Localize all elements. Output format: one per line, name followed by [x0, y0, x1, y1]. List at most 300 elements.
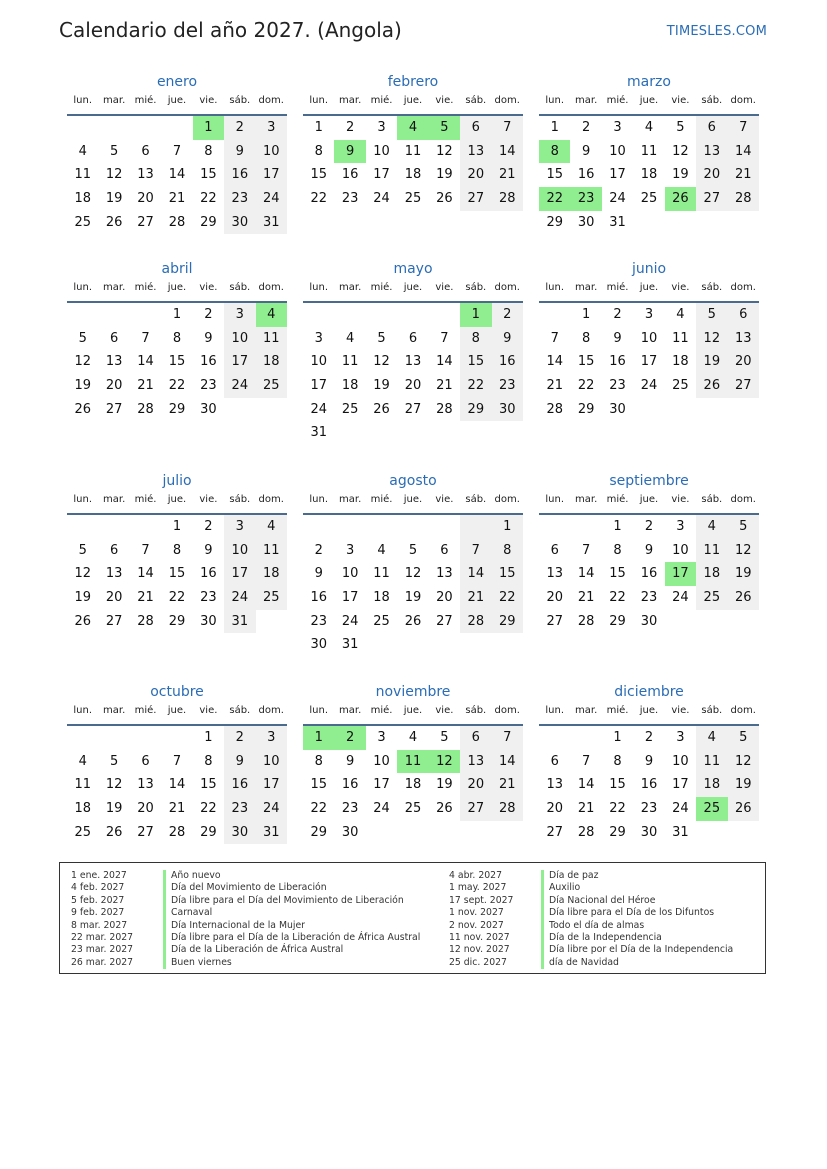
day-cell: 14	[168, 167, 186, 183]
weekday-label: mié.	[370, 705, 393, 716]
day-cell: 19	[105, 801, 123, 817]
day-cell: 9	[492, 327, 523, 351]
day-cell: 27	[460, 797, 491, 821]
day-cell: 1	[613, 730, 622, 745]
day-cell: 22	[310, 191, 327, 207]
weekday-label: jue.	[639, 95, 659, 106]
day-cell: 30	[200, 613, 217, 629]
day-cell: 2	[224, 726, 255, 750]
day-cell: 7	[728, 116, 759, 140]
weekday-label: vie.	[199, 494, 218, 505]
holiday-name: Día libre para el Día de los Difuntos	[541, 907, 714, 919]
weekday-label: mié.	[370, 494, 393, 505]
weekday-label: mié.	[606, 494, 629, 505]
weekday-label: dom.	[494, 705, 520, 716]
holiday-row	[449, 870, 733, 882]
day-cell: 1	[581, 307, 591, 322]
day-cell: 28	[168, 824, 186, 840]
day-cell: 1	[204, 730, 213, 745]
day-cell: 17	[373, 777, 390, 793]
day-cell: 16	[640, 566, 658, 582]
day-cell: 16	[640, 777, 658, 793]
day-cell: 29	[492, 610, 523, 634]
day-cell: 17	[256, 773, 287, 797]
month-octubre	[67, 681, 287, 844]
holiday-day: 23	[570, 187, 601, 211]
weekday-label: dom.	[730, 494, 756, 505]
weekday-header	[67, 703, 287, 726]
month-diciembre	[539, 681, 759, 844]
weekday-label: jue.	[639, 705, 659, 716]
day-cell: 29	[200, 824, 217, 840]
weekday-label: mié.	[134, 494, 157, 505]
day-cell: 24	[640, 378, 658, 394]
day-cell: 12	[672, 143, 689, 159]
day-cell: 5	[440, 730, 449, 745]
day-cell: 7	[550, 330, 559, 346]
weekday-label: dom.	[494, 95, 520, 106]
day-cell: 30	[310, 637, 327, 653]
day-cell: 7	[581, 753, 591, 769]
weekday-label: mar.	[339, 95, 362, 106]
day-cell: 23	[609, 378, 626, 394]
day-cell: 10	[373, 753, 390, 769]
day-cell: 25	[640, 191, 658, 207]
empty-cell	[161, 116, 192, 140]
day-cell: 8	[172, 542, 182, 558]
weekday-label: mar.	[339, 282, 362, 293]
day-cell: 20	[460, 773, 491, 797]
day-cell: 26	[436, 191, 453, 207]
day-cell: 19	[105, 191, 123, 207]
weekday-label: dom.	[258, 282, 284, 293]
weekday-label: jue.	[403, 282, 423, 293]
holiday-name: Buen viernes	[163, 957, 232, 969]
holiday-date: 8 mar. 2027	[71, 919, 128, 931]
holiday-name: Día libre por el Día de la Independencia	[541, 944, 733, 956]
month-name: junio	[631, 261, 667, 277]
holiday-date: 22 mar. 2027	[71, 931, 134, 943]
day-cell: 10	[224, 327, 255, 351]
month-name: julio	[162, 473, 192, 489]
day-cell: 23	[492, 374, 523, 398]
day-cell: 25	[256, 586, 287, 610]
day-cell: 23	[341, 801, 359, 817]
day-cell: 2	[224, 116, 255, 140]
weekday-label: jue.	[167, 705, 187, 716]
day-cell: 26	[696, 374, 727, 398]
month-marzo	[539, 71, 759, 234]
day-cell: 24	[373, 801, 390, 817]
day-cell: 29	[609, 613, 626, 629]
day-cell: 21	[168, 191, 186, 207]
day-cell: 11	[672, 330, 689, 346]
day-cell: 24	[224, 586, 255, 610]
day-cell: 9	[204, 542, 213, 558]
weekday-label: mar.	[103, 494, 126, 505]
day-cell: 24	[256, 187, 287, 211]
day-cell: 3	[676, 519, 685, 534]
day-cell: 16	[224, 773, 255, 797]
holiday-name: Todo el día de almas	[541, 920, 644, 932]
weekday-label: vie.	[199, 705, 218, 716]
weekday-label: sáb.	[465, 282, 487, 293]
day-cell: 17	[224, 350, 255, 374]
day-cell: 14	[492, 750, 523, 774]
month-name: noviembre	[375, 684, 451, 700]
holiday-row	[449, 932, 733, 944]
weekday-label: sáb.	[229, 282, 251, 293]
day-cell: 17	[640, 354, 658, 370]
day-cell: 24	[310, 401, 327, 417]
day-cell: 28	[137, 613, 154, 629]
day-cell: 22	[200, 801, 217, 817]
day-cell: 22	[609, 801, 626, 817]
day-cell: 10	[256, 750, 287, 774]
day-cell: 23	[200, 378, 217, 394]
day-cell: 9	[613, 330, 622, 346]
day-cell: 31	[256, 211, 287, 235]
day-cell: 11	[373, 566, 390, 582]
holiday-date: 11 nov. 2027	[449, 931, 510, 943]
day-cell: 1	[314, 120, 323, 135]
day-cell: 16	[341, 167, 359, 183]
day-cell: 30	[577, 214, 595, 230]
holiday-day: 1	[193, 116, 224, 140]
day-cell: 27	[546, 824, 563, 840]
month-abril	[67, 258, 287, 421]
day-cell: 14	[546, 354, 563, 370]
weekday-label: lun.	[73, 95, 93, 106]
empty-cell	[303, 303, 334, 327]
day-cell: 25	[672, 378, 689, 394]
day-cell: 12	[404, 566, 422, 582]
day-cell: 20	[105, 378, 123, 394]
day-cell: 15	[577, 354, 595, 370]
weekday-label: dom.	[258, 95, 284, 106]
weekday-label: mié.	[606, 95, 629, 106]
weekday-label: mié.	[134, 95, 157, 106]
day-cell: 21	[577, 801, 595, 817]
day-cell: 3	[224, 303, 255, 327]
day-cell: 27	[460, 187, 491, 211]
holiday-day: 17	[665, 562, 696, 586]
day-cell: 14	[492, 140, 523, 164]
day-cell: 19	[74, 378, 91, 394]
day-cell: 9	[314, 566, 323, 582]
day-cell: 6	[460, 116, 491, 140]
day-cell: 26	[436, 801, 453, 817]
day-cell: 21	[546, 378, 563, 394]
weekday-header	[67, 280, 287, 303]
day-cell: 9	[644, 753, 654, 769]
holiday-day: 26	[665, 187, 696, 211]
weekday-label: lun.	[309, 705, 329, 716]
holiday-name: Año nuevo	[163, 870, 221, 882]
holiday-name: Día libre para el Día de la Liberación de África Austral	[163, 932, 420, 944]
holiday-day: 12	[429, 750, 460, 774]
weekday-label: vie.	[435, 705, 454, 716]
holiday-row	[71, 870, 420, 882]
empty-cell	[366, 515, 397, 539]
day-cell: 2	[644, 730, 654, 745]
holiday-row	[71, 920, 420, 932]
day-cell: 27	[137, 214, 154, 230]
holiday-date: 25 dic. 2027	[449, 956, 507, 968]
weekday-label: lun.	[545, 705, 565, 716]
weekday-label: mié.	[606, 705, 629, 716]
day-cell: 21	[168, 801, 186, 817]
holiday-day: 22	[539, 187, 570, 211]
day-cell: 2	[314, 542, 323, 558]
month-name: mayo	[393, 261, 433, 277]
day-cell: 18	[672, 354, 689, 370]
day-cell: 10	[310, 354, 327, 370]
weekday-header	[539, 93, 759, 116]
day-cell: 3	[345, 542, 355, 558]
holiday-name: Auxilio	[541, 882, 580, 894]
day-cell: 31	[256, 821, 287, 845]
holiday-date: 1 may. 2027	[449, 882, 507, 894]
weekday-label: lun.	[545, 282, 565, 293]
day-cell: 16	[224, 163, 255, 187]
day-cell: 25	[74, 214, 91, 230]
holiday-day: 8	[539, 140, 570, 164]
holiday-name: Día de la Independencia	[541, 932, 662, 944]
day-cell: 27	[404, 401, 422, 417]
day-cell: 8	[172, 330, 182, 346]
day-cell: 19	[373, 378, 390, 394]
day-cell: 21	[137, 590, 154, 606]
day-cell: 10	[341, 566, 359, 582]
day-cell: 26	[74, 613, 91, 629]
day-cell: 16	[200, 354, 217, 370]
day-cell: 26	[728, 586, 759, 610]
day-cell: 31	[224, 610, 255, 634]
empty-cell	[130, 116, 161, 140]
weekday-label: dom.	[494, 282, 520, 293]
day-cell: 23	[341, 191, 359, 207]
days-grid	[303, 515, 523, 657]
days-grid	[67, 515, 287, 633]
day-cell: 29	[609, 824, 626, 840]
day-cell: 25	[404, 801, 422, 817]
day-cell: 22	[492, 586, 523, 610]
day-cell: 29	[168, 613, 186, 629]
day-cell: 19	[436, 167, 453, 183]
day-cell: 10	[640, 330, 658, 346]
day-cell: 10	[609, 143, 626, 159]
day-cell: 26	[74, 401, 91, 417]
holiday-date: 1 ene. 2027	[71, 870, 127, 881]
day-cell: 15	[492, 562, 523, 586]
weekday-label: dom.	[730, 705, 756, 716]
day-cell: 19	[696, 350, 727, 374]
day-cell: 16	[492, 350, 523, 374]
empty-cell	[303, 515, 334, 539]
day-cell: 4	[377, 542, 386, 558]
day-cell: 13	[460, 750, 491, 774]
day-cell: 4	[644, 120, 654, 135]
day-cell: 15	[200, 777, 217, 793]
day-cell: 7	[172, 143, 182, 159]
day-cell: 21	[728, 163, 759, 187]
day-cell: 22	[168, 378, 186, 394]
weekday-label: vie.	[435, 494, 454, 505]
holiday-row	[449, 920, 733, 932]
holiday-day: 9	[334, 140, 365, 164]
day-cell: 22	[460, 374, 491, 398]
day-cell: 10	[224, 539, 255, 563]
day-cell: 2	[204, 307, 213, 322]
day-cell: 6	[408, 330, 418, 346]
day-cell: 5	[696, 303, 727, 327]
empty-cell	[67, 116, 98, 140]
day-cell: 3	[256, 116, 287, 140]
day-cell: 19	[74, 590, 91, 606]
day-cell: 28	[492, 797, 523, 821]
holiday-date: 4 feb. 2027	[71, 882, 125, 894]
day-cell: 14	[168, 777, 186, 793]
day-cell: 18	[640, 167, 658, 183]
day-cell: 18	[404, 167, 422, 183]
weekday-label: mar.	[103, 705, 126, 716]
day-cell: 4	[78, 143, 87, 159]
day-cell: 20	[137, 801, 154, 817]
day-cell: 22	[168, 590, 186, 606]
page-title: Calendario del año 2027. (Angola)	[59, 18, 402, 42]
holiday-column-left	[71, 870, 420, 969]
weekday-label: jue.	[639, 494, 659, 505]
day-cell: 27	[137, 824, 154, 840]
day-cell: 17	[672, 777, 689, 793]
holiday-row	[449, 907, 733, 919]
weekday-label: lun.	[73, 282, 93, 293]
holiday-name: Día Nacional del Héroe	[541, 895, 655, 907]
day-cell: 23	[224, 187, 255, 211]
day-cell: 8	[613, 542, 622, 558]
weekday-label: dom.	[258, 705, 284, 716]
day-cell: 22	[200, 191, 217, 207]
day-cell: 7	[460, 539, 491, 563]
day-cell: 8	[314, 143, 323, 159]
empty-cell	[570, 726, 601, 750]
day-cell: 26	[105, 214, 123, 230]
day-cell: 22	[310, 801, 327, 817]
weekday-label: vie.	[671, 95, 690, 106]
day-cell: 5	[109, 753, 119, 769]
day-cell: 16	[341, 777, 359, 793]
day-cell: 31	[341, 637, 359, 653]
day-cell: 14	[577, 777, 595, 793]
day-cell: 6	[109, 330, 119, 346]
day-cell: 19	[672, 167, 689, 183]
weekday-header	[539, 703, 759, 726]
day-cell: 15	[168, 566, 186, 582]
empty-cell	[539, 303, 570, 327]
weekday-label: jue.	[167, 95, 187, 106]
weekday-label: sáb.	[701, 494, 723, 505]
day-cell: 15	[460, 350, 491, 374]
day-cell: 28	[460, 610, 491, 634]
day-cell: 12	[74, 354, 91, 370]
day-cell: 23	[640, 590, 658, 606]
day-cell: 4	[408, 730, 418, 745]
weekday-label: jue.	[403, 494, 423, 505]
weekday-label: jue.	[403, 95, 423, 106]
day-cell: 18	[74, 191, 91, 207]
holiday-date: 1 nov. 2027	[449, 907, 504, 919]
day-cell: 27	[105, 401, 123, 417]
weekday-label: sáb.	[465, 705, 487, 716]
site-link[interactable]: TIMESLES.COM	[666, 24, 767, 39]
holiday-day: 4	[256, 303, 287, 327]
day-cell: 21	[492, 163, 523, 187]
day-cell: 8	[460, 327, 491, 351]
day-cell: 11	[404, 143, 422, 159]
day-cell: 18	[404, 777, 422, 793]
day-cell: 7	[440, 330, 449, 346]
day-cell: 16	[609, 354, 626, 370]
day-cell: 20	[728, 350, 759, 374]
day-cell: 12	[728, 539, 759, 563]
weekday-label: lun.	[545, 95, 565, 106]
weekday-label: mar.	[339, 705, 362, 716]
weekday-label: vie.	[435, 95, 454, 106]
weekday-label: mié.	[606, 282, 629, 293]
day-cell: 25	[373, 613, 390, 629]
day-cell: 11	[74, 167, 91, 183]
day-cell: 4	[696, 726, 727, 750]
holiday-day: 1	[303, 726, 334, 750]
day-cell: 7	[492, 116, 523, 140]
month-name: diciembre	[614, 684, 684, 700]
day-cell: 29	[200, 214, 217, 230]
day-cell: 16	[310, 590, 327, 606]
day-cell: 27	[728, 374, 759, 398]
day-cell: 6	[440, 542, 449, 558]
day-cell: 16	[200, 566, 217, 582]
day-cell: 1	[492, 515, 523, 539]
day-cell: 31	[609, 214, 626, 230]
weekday-label: vie.	[671, 282, 690, 293]
day-cell: 2	[492, 303, 523, 327]
day-cell: 10	[672, 542, 689, 558]
empty-cell	[366, 303, 397, 327]
empty-cell	[130, 515, 161, 539]
day-cell: 22	[609, 590, 626, 606]
weekday-label: jue.	[167, 494, 187, 505]
day-cell: 4	[345, 330, 355, 346]
day-cell: 30	[224, 211, 255, 235]
weekday-label: jue.	[167, 282, 187, 293]
day-cell: 21	[137, 378, 154, 394]
day-cell: 30	[640, 824, 658, 840]
day-cell: 13	[696, 140, 727, 164]
holiday-row	[71, 957, 420, 969]
day-cell: 20	[696, 163, 727, 187]
day-cell: 31	[672, 824, 689, 840]
weekday-label: lun.	[73, 705, 93, 716]
month-name: enero	[156, 74, 198, 90]
month-name: febrero	[387, 74, 439, 90]
day-cell: 17	[341, 590, 359, 606]
empty-cell	[130, 303, 161, 327]
day-cell: 18	[696, 562, 727, 586]
day-cell: 26	[373, 401, 390, 417]
day-cell: 19	[436, 777, 453, 793]
weekday-label: sáb.	[229, 95, 251, 106]
